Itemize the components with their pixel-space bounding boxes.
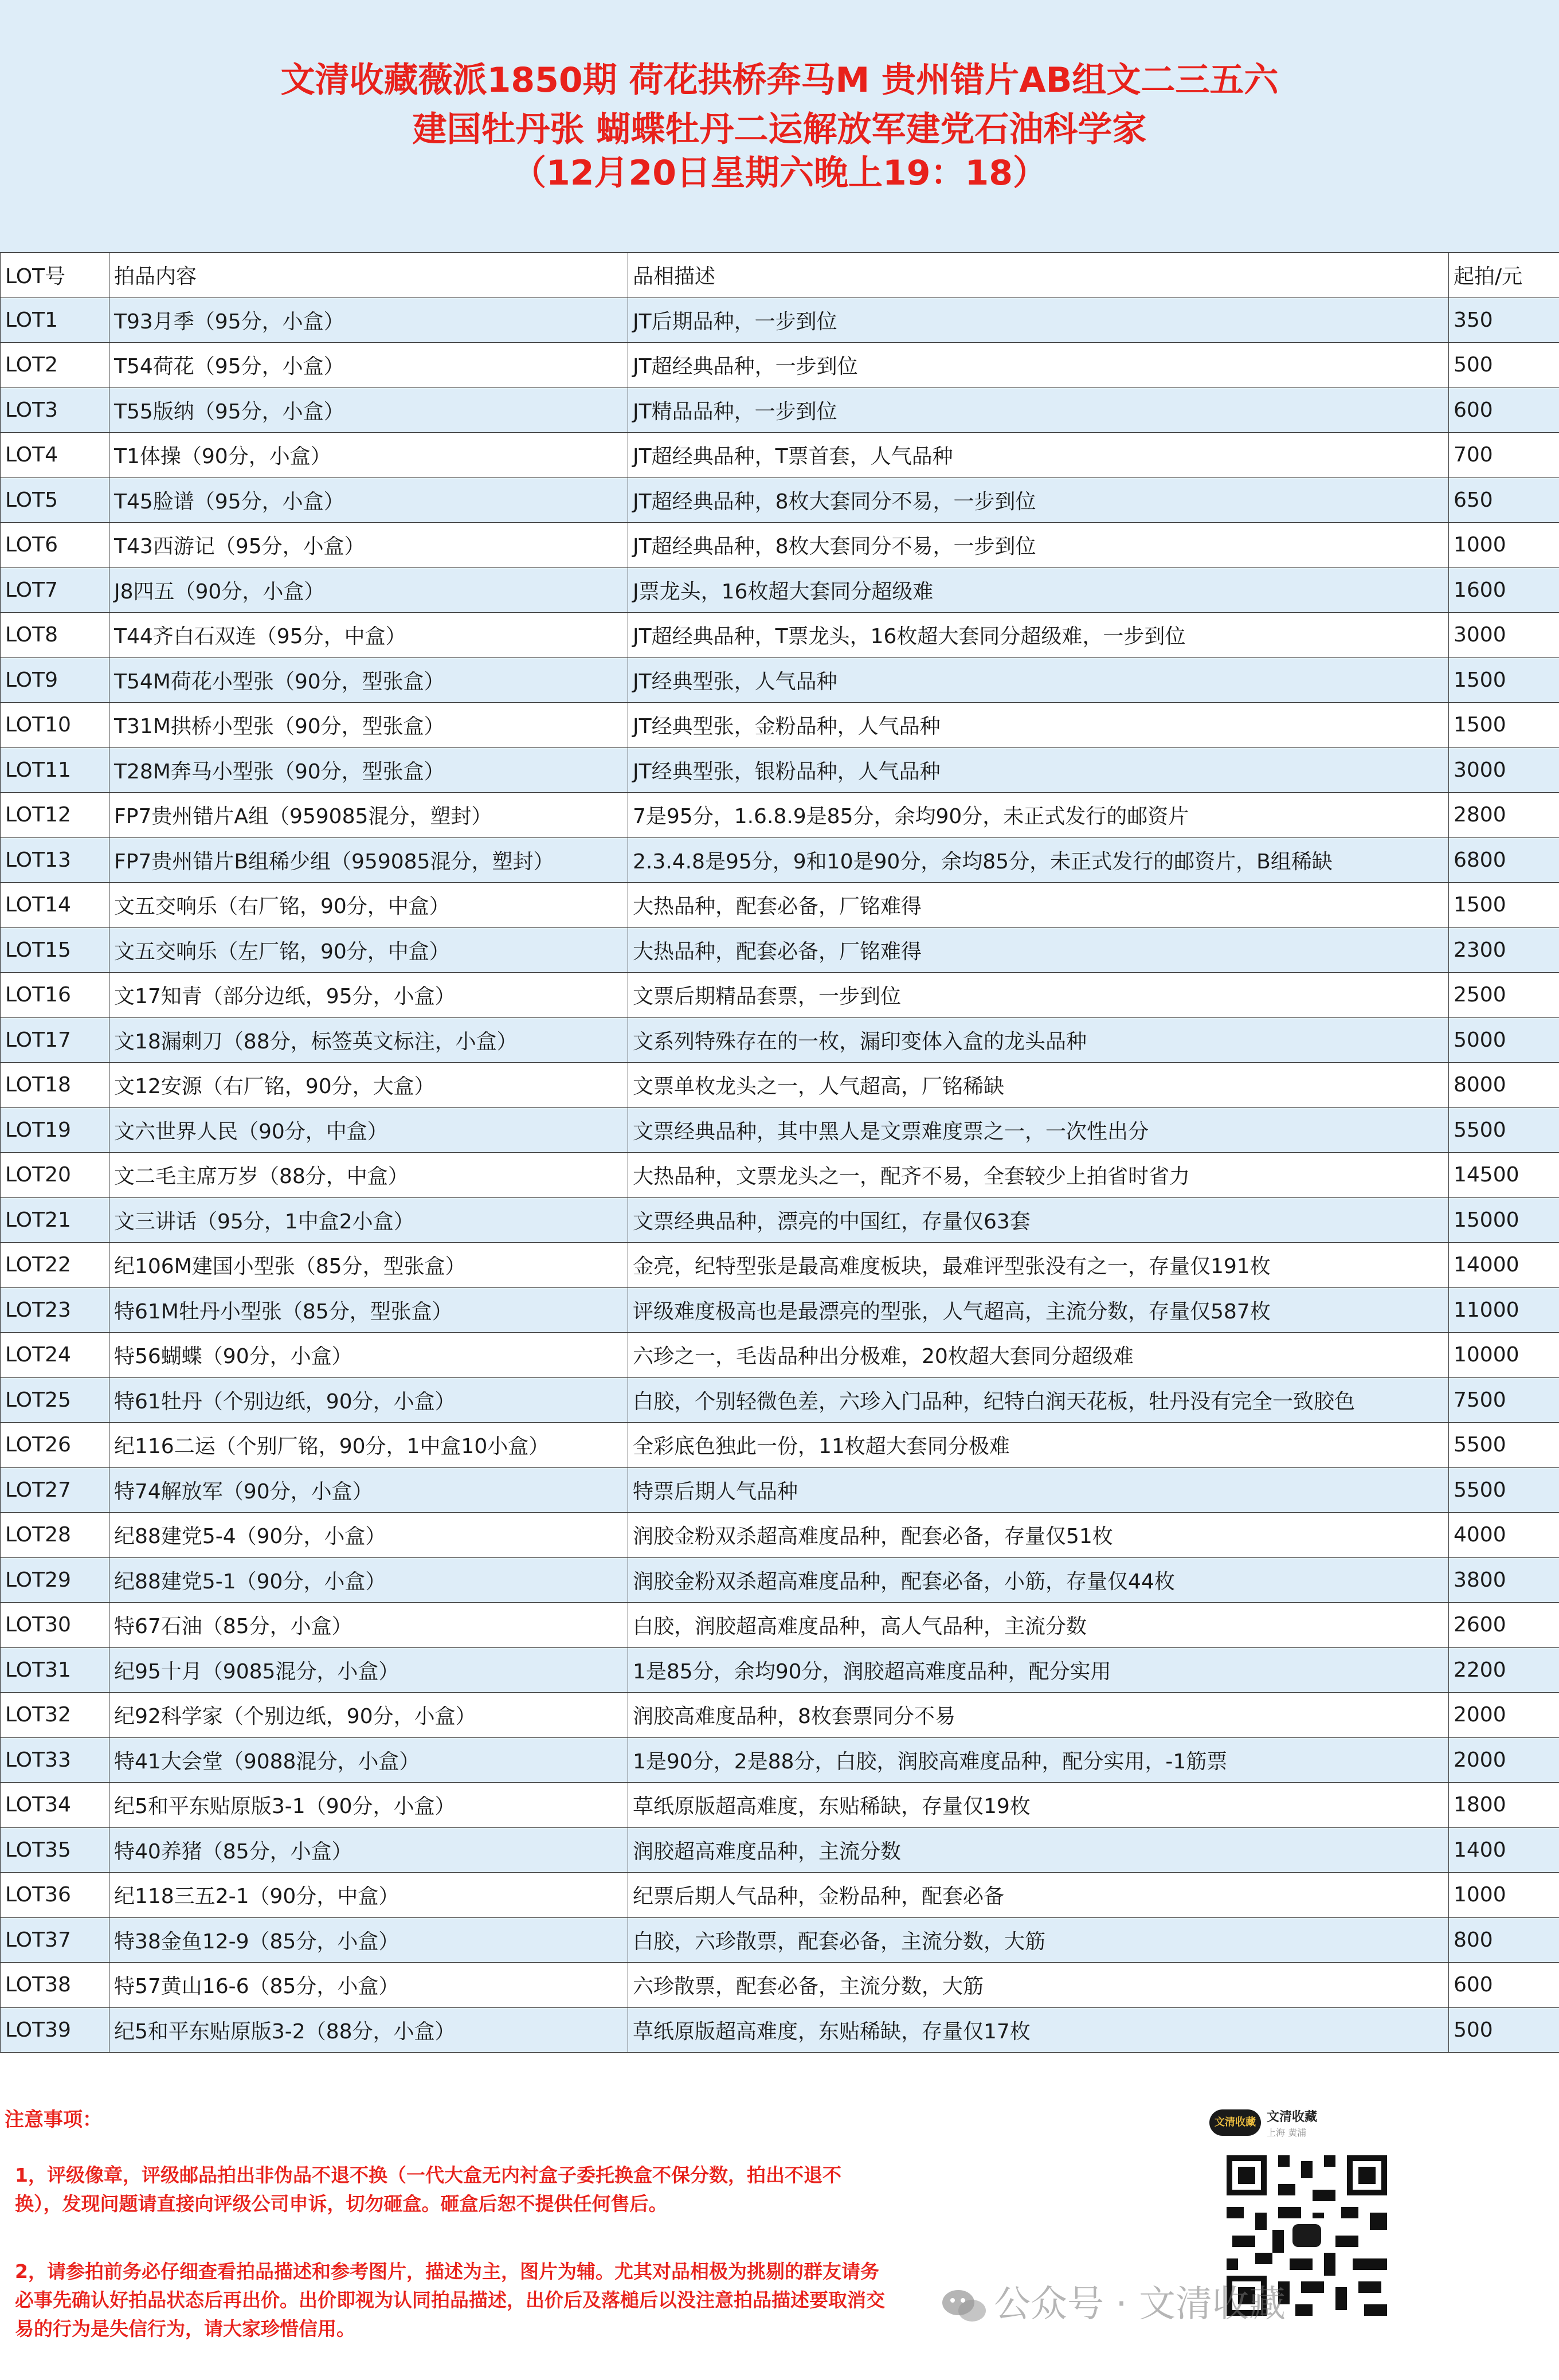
- table-row: [1, 477, 1559, 523]
- note-1: 1，评级像章，评级邮品拍出非伪品不退不换（一代大盒无内衬盒子委托换盒不保分数，拍出不退不换），发现问题请直接向评级公司申诉，切勿砸盒。砸盒后恕不提供任何售后。: [15, 2164, 841, 2215]
- item-content: T31M拱桥小型张（90分，型张盒）: [109, 703, 628, 748]
- title-line-1: 文清收藏薇派1850期 荷花拱桥奔马M 贵州错片AB组文二三五六: [280, 60, 1279, 100]
- item-content: 文18漏刺刀（88分，标签英文标注，小盒）: [109, 1017, 628, 1063]
- item-content: 纪95十月（9085混分，小盒）: [109, 1647, 628, 1693]
- condition-description: 7是95分，1.6.8.9是85分，余均90分，未正式发行的邮资片: [628, 793, 1449, 838]
- item-content: 特56蝴蝶（90分，小盒）: [109, 1333, 628, 1378]
- lot-number: LOT8: [1, 613, 109, 658]
- condition-description: 大热品种，配套必备，厂铭难得: [628, 883, 1449, 928]
- start-price: 6800: [1449, 837, 1559, 883]
- lot-number: LOT11: [1, 747, 109, 793]
- brand-logo: 文清收藏: [1209, 2109, 1261, 2136]
- start-price: 5000: [1449, 1017, 1559, 1063]
- start-price: 4000: [1449, 1513, 1559, 1558]
- start-price: 600: [1449, 1963, 1559, 2008]
- start-price: 2200: [1449, 1647, 1559, 1693]
- item-content: 特40养猪（85分，小盒）: [109, 1827, 628, 1873]
- condition-description: 白胶，润胶超高难度品种，高人气品种，主流分数: [628, 1603, 1449, 1648]
- condition-description: 特票后期人气品种: [628, 1467, 1449, 1513]
- start-price: 2000: [1449, 1737, 1559, 1783]
- table-row: [1, 433, 1559, 478]
- item-content: FP7贵州错片B组稀少组（959085混分，塑封）: [109, 837, 628, 883]
- condition-description: JT超经典品种，8枚大套同分不易，一步到位: [628, 477, 1449, 523]
- lot-number: LOT4: [1, 433, 109, 478]
- lot-number: LOT14: [1, 883, 109, 928]
- table-row: [1, 1243, 1559, 1288]
- start-price: 2000: [1449, 1693, 1559, 1738]
- condition-description: 1是85分，余均90分，润胶超高难度品种，配分实用: [628, 1647, 1449, 1693]
- item-content: 文二毛主席万岁（88分，中盒）: [109, 1153, 628, 1198]
- table-row: [1, 387, 1559, 433]
- lot-number: LOT12: [1, 793, 109, 838]
- condition-description: JT超经典品种，一步到位: [628, 343, 1449, 388]
- lot-number: LOT36: [1, 1873, 109, 1918]
- condition-description: 六珍之一，毛齿品种出分极难，20枚超大套同分超级难: [628, 1333, 1449, 1378]
- item-content: 特67石油（85分，小盒）: [109, 1603, 628, 1648]
- table-row: [1, 1693, 1559, 1738]
- wechat-icon: [940, 2285, 988, 2327]
- start-price: 1500: [1449, 883, 1559, 928]
- condition-description: 大热品种，配套必备，厂铭难得: [628, 927, 1449, 973]
- lot-number: LOT25: [1, 1377, 109, 1423]
- item-content: J8四五（90分，小盒）: [109, 567, 628, 613]
- table-header-row: [1, 253, 1559, 298]
- table-row: [1, 1783, 1559, 1828]
- table-row: [1, 1603, 1559, 1648]
- title-line-2: 建国牡丹张 蝴蝶牡丹二运解放军建党石油科学家: [412, 109, 1147, 150]
- table-row: [1, 1153, 1559, 1198]
- lot-number: LOT32: [1, 1693, 109, 1738]
- start-price: 8000: [1449, 1063, 1559, 1108]
- table-row: [1, 1513, 1559, 1558]
- start-price: 2300: [1449, 927, 1559, 973]
- lot-number: LOT34: [1, 1783, 109, 1828]
- item-content: 纪116二运（个别厂铭，90分，1中盒10小盒）: [109, 1423, 628, 1468]
- qr-card: [1192, 2098, 1467, 2373]
- lot-number: LOT20: [1, 1153, 109, 1198]
- start-price: 1400: [1449, 1827, 1559, 1873]
- item-content: T28M奔马小型张（90分，型张盒）: [109, 747, 628, 793]
- item-content: T55版纳（95分，小盒）: [109, 387, 628, 433]
- item-content: 文三讲话（95分，1中盒2小盒）: [109, 1197, 628, 1243]
- lot-number: LOT3: [1, 387, 109, 433]
- start-price: 14500: [1449, 1153, 1559, 1198]
- header-item: 拍品内容: [109, 253, 628, 298]
- table-row: [1, 1963, 1559, 2008]
- lot-number: LOT18: [1, 1063, 109, 1108]
- condition-description: 白胶，个别轻微色差，六珍入门品种，纪特白润天花板，牡丹没有完全一致胶色: [628, 1377, 1449, 1423]
- table-row: [1, 523, 1559, 568]
- lot-number: LOT16: [1, 973, 109, 1018]
- lot-number: LOT6: [1, 523, 109, 568]
- condition-description: JT超经典品种，T票龙头，16枚超大套同分超级难，一步到位: [628, 613, 1449, 658]
- start-price: 5500: [1449, 1423, 1559, 1468]
- table-row: [1, 703, 1559, 748]
- header-condition: 品相描述: [628, 253, 1449, 298]
- condition-description: 文系列特殊存在的一枚，漏印变体入盒的龙头品种: [628, 1017, 1449, 1063]
- table-row: [1, 883, 1559, 928]
- condition-description: JT经典型张，人气品种: [628, 657, 1449, 703]
- start-price: 2500: [1449, 973, 1559, 1018]
- qr-account-name: 文清收藏: [1267, 2110, 1318, 2124]
- start-price: 1800: [1449, 1783, 1559, 1828]
- lot-number: LOT5: [1, 477, 109, 523]
- header-lot: LOT号: [1, 253, 109, 298]
- table-row: [1, 1063, 1559, 1108]
- item-content: T54M荷花小型张（90分，型张盒）: [109, 657, 628, 703]
- condition-description: JT经典型张，金粉品种，人气品种: [628, 703, 1449, 748]
- lot-number: LOT21: [1, 1197, 109, 1243]
- watermark-text: 公众号 · 文清收藏: [994, 2283, 1286, 2326]
- wechat-watermark: [940, 2279, 1286, 2330]
- start-price: 800: [1449, 1917, 1559, 1963]
- table-row: [1, 1107, 1559, 1153]
- table-row: [1, 298, 1559, 343]
- item-content: T1体操（90分，小盒）: [109, 433, 628, 478]
- lot-number: LOT17: [1, 1017, 109, 1063]
- start-price: 11000: [1449, 1287, 1559, 1333]
- start-price: 3000: [1449, 613, 1559, 658]
- lot-number: LOT10: [1, 703, 109, 748]
- start-price: 5500: [1449, 1107, 1559, 1153]
- item-content: FP7贵州错片A组（959085混分，塑封）: [109, 793, 628, 838]
- item-content: 特38金鱼12-9（85分，小盒）: [109, 1917, 628, 1963]
- lot-number: LOT19: [1, 1107, 109, 1153]
- item-content: 文五交响乐（左厂铭，90分，中盒）: [109, 927, 628, 973]
- condition-description: JT超经典品种，T票首套，人气品种: [628, 433, 1449, 478]
- item-content: T44齐白石双连（95分，中盒）: [109, 613, 628, 658]
- table-row: [1, 1333, 1559, 1378]
- start-price: 1500: [1449, 703, 1559, 748]
- start-price: 700: [1449, 433, 1559, 478]
- lot-number: LOT37: [1, 1917, 109, 1963]
- condition-description: 全彩底色独此一份，11枚超大套同分极难: [628, 1423, 1449, 1468]
- item-content: T43西游记（95分，小盒）: [109, 523, 628, 568]
- condition-description: 纪票后期人气品种，金粉品种，配套必备: [628, 1873, 1449, 1918]
- notes-title: 注意事项：: [5, 2108, 102, 2131]
- start-price: 650: [1449, 477, 1559, 523]
- lot-number: LOT2: [1, 343, 109, 388]
- table-row: [1, 343, 1559, 388]
- condition-description: 润胶金粉双杀超高难度品种，配套必备，小筋，存量仅44枚: [628, 1557, 1449, 1603]
- condition-description: J票龙头，16枚超大套同分超级难: [628, 567, 1449, 613]
- start-price: 15000: [1449, 1197, 1559, 1243]
- table-row: [1, 1647, 1559, 1693]
- table-row: [1, 1917, 1559, 1963]
- condition-description: 草纸原版超高难度，东贴稀缺，存量仅19枚: [628, 1783, 1449, 1828]
- lot-number: LOT22: [1, 1243, 109, 1288]
- table-row: [1, 1873, 1559, 1918]
- item-content: 纪88建党5-4（90分，小盒）: [109, 1513, 628, 1558]
- lot-number: LOT13: [1, 837, 109, 883]
- table-row: [1, 1827, 1559, 1873]
- item-content: 文六世界人民（90分，中盒）: [109, 1107, 628, 1153]
- item-content: T54荷花（95分，小盒）: [109, 343, 628, 388]
- lot-number: LOT7: [1, 567, 109, 613]
- item-content: 特57黄山16-6（85分，小盒）: [109, 1963, 628, 2008]
- lot-number: LOT28: [1, 1513, 109, 1558]
- lot-number: LOT1: [1, 298, 109, 343]
- item-content: 纪5和平东贴原版3-2（88分，小盒）: [109, 2007, 628, 2053]
- start-price: 2600: [1449, 1603, 1559, 1648]
- start-price: 500: [1449, 2007, 1559, 2053]
- condition-description: JT经典型张，银粉品种，人气品种: [628, 747, 1449, 793]
- item-content: 纪88建党5-1（90分，小盒）: [109, 1557, 628, 1603]
- table-row: [1, 2007, 1559, 2053]
- condition-description: JT超经典品种，8枚大套同分不易，一步到位: [628, 523, 1449, 568]
- condition-description: 润胶高难度品种，8枚套票同分不易: [628, 1693, 1449, 1738]
- start-price: 600: [1449, 387, 1559, 433]
- condition-description: 评级难度极高也是最漂亮的型张，人气超高，主流分数，存量仅587枚: [628, 1287, 1449, 1333]
- item-content: 特61M牡丹小型张（85分，型张盒）: [109, 1287, 628, 1333]
- item-content: T45脸谱（95分，小盒）: [109, 477, 628, 523]
- lot-number: LOT23: [1, 1287, 109, 1333]
- condition-description: 草纸原版超高难度，东贴稀缺，存量仅17枚: [628, 2007, 1449, 2053]
- lot-number: LOT27: [1, 1467, 109, 1513]
- start-price: 3000: [1449, 747, 1559, 793]
- table-row: [1, 747, 1559, 793]
- lot-number: LOT29: [1, 1557, 109, 1603]
- start-price: 14000: [1449, 1243, 1559, 1288]
- table-row: [1, 613, 1559, 658]
- table-row: [1, 973, 1559, 1018]
- table-row: [1, 1377, 1559, 1423]
- condition-description: 润胶金粉双杀超高难度品种，配套必备，存量仅51枚: [628, 1513, 1449, 1558]
- table-row: [1, 927, 1559, 973]
- start-price: 7500: [1449, 1377, 1559, 1423]
- table-row: [1, 793, 1559, 838]
- start-price: 10000: [1449, 1333, 1559, 1378]
- item-content: 特61牡丹（个别边纸，90分，小盒）: [109, 1377, 628, 1423]
- start-price: 1600: [1449, 567, 1559, 613]
- start-price: 500: [1449, 343, 1559, 388]
- lot-number: LOT39: [1, 2007, 109, 2053]
- table-row: [1, 1737, 1559, 1783]
- lot-number: LOT38: [1, 1963, 109, 2008]
- condition-description: 白胶，六珍散票，配套必备，主流分数，大筋: [628, 1917, 1449, 1963]
- start-price: 1000: [1449, 523, 1559, 568]
- title-line-3: （12月20日星期六晚上19：18）: [512, 153, 1047, 193]
- qr-location: 上海 黄浦: [1267, 2127, 1307, 2138]
- start-price: 1000: [1449, 1873, 1559, 1918]
- lot-number: LOT35: [1, 1827, 109, 1873]
- condition-description: 文票经典品种，漂亮的中国红，存量仅63套: [628, 1197, 1449, 1243]
- table-row: [1, 1197, 1559, 1243]
- condition-description: 润胶超高难度品种，主流分数: [628, 1827, 1449, 1873]
- start-price: 5500: [1449, 1467, 1559, 1513]
- condition-description: 文票后期精品套票，一步到位: [628, 973, 1449, 1018]
- item-content: 纪5和平东贴原版3-1（90分，小盒）: [109, 1783, 628, 1828]
- table-row: [1, 1017, 1559, 1063]
- condition-description: JT精品品种，一步到位: [628, 387, 1449, 433]
- start-price: 2800: [1449, 793, 1559, 838]
- table-row: [1, 657, 1559, 703]
- item-content: T93月季（95分，小盒）: [109, 298, 628, 343]
- table-row: [1, 1423, 1559, 1468]
- condition-description: 文票经典品种，其中黑人是文票难度票之一，一次性出分: [628, 1107, 1449, 1153]
- item-content: 纪92科学家（个别边纸，90分，小盒）: [109, 1693, 628, 1738]
- table-row: [1, 1287, 1559, 1333]
- note-2: 2，请参拍前务必仔细查看拍品描述和参考图片，描述为主，图片为辅。尤其对品相极为挑剔的群友请务必事先确认好拍品状态后再出价。出价即视为认同拍品描述，出价后及落槌后以没注意拍品描述要取消交易的行为是失信行为，请大家珍惜信用。: [15, 2260, 885, 2340]
- table-row: [1, 1557, 1559, 1603]
- start-price: 1500: [1449, 657, 1559, 703]
- condition-description: 大热品种，文票龙头之一，配齐不易，全套较少上拍省时省力: [628, 1153, 1449, 1198]
- condition-description: 1是90分，2是88分，白胶，润胶高难度品种，配分实用，-1筋票: [628, 1737, 1449, 1783]
- condition-description: JT后期品种，一步到位: [628, 298, 1449, 343]
- table-row: [1, 567, 1559, 613]
- table-row: [1, 837, 1559, 883]
- lot-number: LOT30: [1, 1603, 109, 1648]
- item-content: 文17知青（部分边纸，95分，小盒）: [109, 973, 628, 1018]
- item-content: 文12安源（右厂铭，90分，大盒）: [109, 1063, 628, 1108]
- lot-number: LOT24: [1, 1333, 109, 1378]
- lot-number: LOT33: [1, 1737, 109, 1783]
- start-price: 350: [1449, 298, 1559, 343]
- condition-description: 六珍散票，配套必备，主流分数，大筋: [628, 1963, 1449, 2008]
- item-content: 纪118三五2-1（90分，中盒）: [109, 1873, 628, 1918]
- lot-number: LOT26: [1, 1423, 109, 1468]
- lot-number: LOT31: [1, 1647, 109, 1693]
- item-content: 特74解放军（90分，小盒）: [109, 1467, 628, 1513]
- item-content: 纪106M建国小型张（85分，型张盒）: [109, 1243, 628, 1288]
- header-banner: [0, 0, 1559, 252]
- table-row: [1, 1467, 1559, 1513]
- condition-description: 2.3.4.8是95分，9和10是90分，余均85分，未正式发行的邮资片，B组稀缺: [628, 837, 1449, 883]
- item-content: 特41大会堂（9088混分，小盒）: [109, 1737, 628, 1783]
- header-start-price: 起拍/元: [1449, 253, 1559, 298]
- condition-description: 金亮，纪特型张是最高难度板块，最难评型张没有之一，存量仅191枚: [628, 1243, 1449, 1288]
- condition-description: 文票单枚龙头之一，人气超高，厂铭稀缺: [628, 1063, 1449, 1108]
- lot-number: LOT9: [1, 657, 109, 703]
- item-content: 文五交响乐（右厂铭，90分，中盒）: [109, 883, 628, 928]
- lot-number: LOT15: [1, 927, 109, 973]
- start-price: 3800: [1449, 1557, 1559, 1603]
- auction-table: [0, 252, 1559, 2053]
